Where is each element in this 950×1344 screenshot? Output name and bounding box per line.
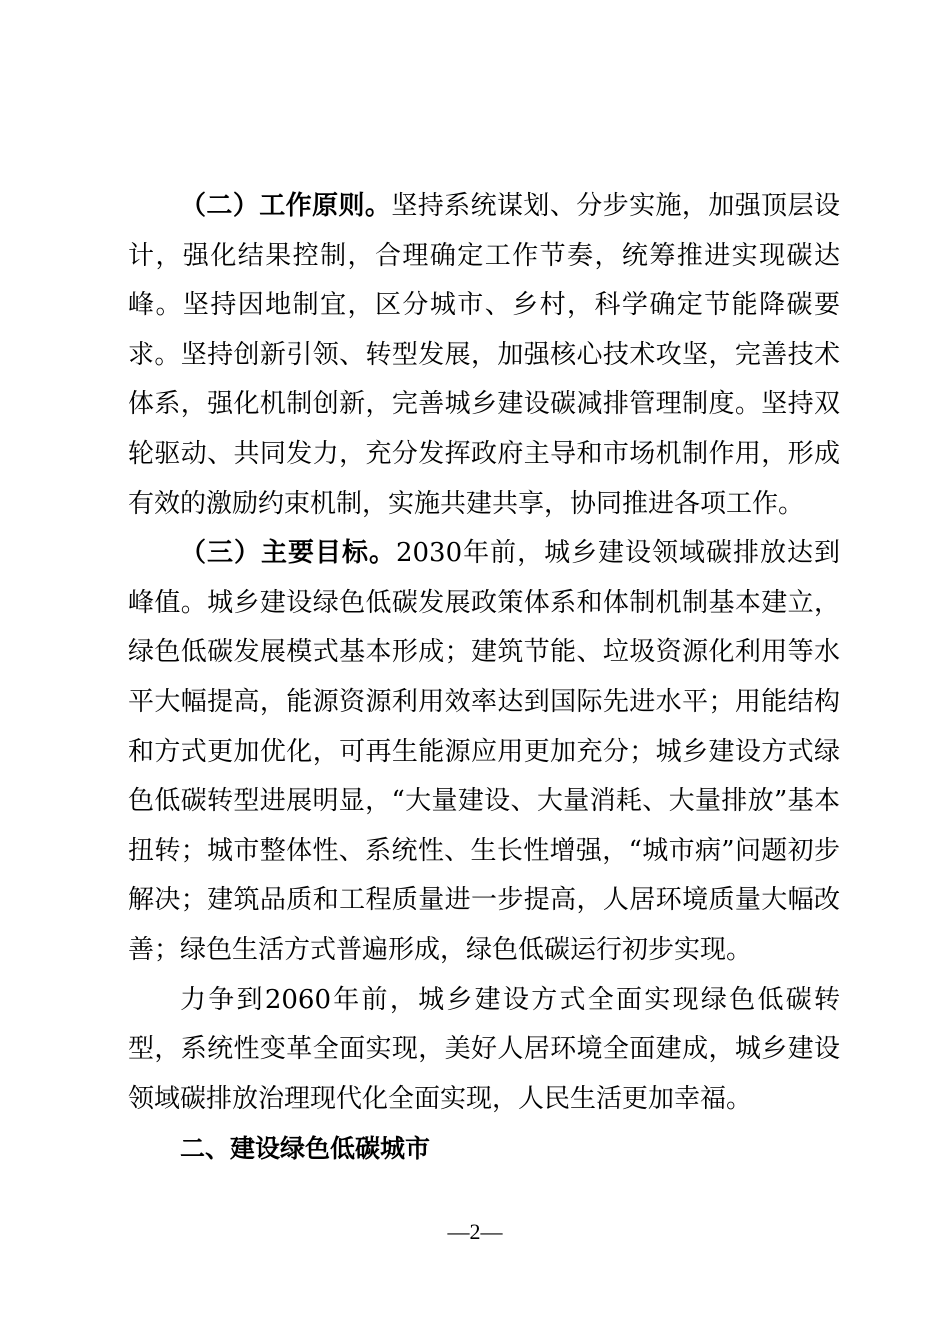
paragraph-text: 坚持系统谋划、分步实施，加强顶层设计，强化结果控制，合理确定工作节奏，统筹推进实现碳达峰。坚持因地制宜，区分城市、乡村，科学确定节能降碳要求。坚持创新引领、转型发展，加强核心技术攻坚，完善技术体系，强化机制创新，完善城乡建设碳减排管理制度。坚持双轮驱动、共同发力，充分发挥政府主导和市场机制作用，形成有效的激励约束机制，实施共建共享，协同推进各项工作。 [128,191,840,519]
paragraph-lead: （三）主要目标。 [180,538,396,569]
paragraph-work-principles [128,182,840,529]
section-heading: 二、建设绿色低碳城市 [180,1134,431,1164]
paragraph-2060-goal [128,976,840,1125]
page-number: —2— [447,1219,503,1244]
paragraph-main-goals [128,529,840,975]
document-body [128,182,840,1174]
paragraph-text: 2030年前，城乡建设领域碳排放达到峰值。城乡建设绿色低碳发展政策体系和体制机制基本建立，绿色低碳发展模式基本形成；建筑节能、垃圾资源化利用等水平大幅提高，能源资源利用效率达到国际先进水平；用能结构和方式更加优化，可再生能源应用更加充分；城乡建设方式绿色低碳转型进展明显，“大量建设、大量消耗、大量排放”基本扭转；城市整体性、系统性、生长性增强，“城市病”问题初步解决；建筑品质和工程质量进一步提高，人居环境质量大幅改善；绿色生活方式普遍形成，绿色低碳运行初步实现。 [128,538,840,965]
paragraph-lead: （二）工作原则。 [180,191,392,221]
paragraph-text: 力争到2060年前，城乡建设方式全面实现绿色低碳转型，系统性变革全面实现，美好人居环境全面建成，城乡建设领域碳排放治理现代化全面实现，人民生活更加幸福。 [128,984,840,1114]
